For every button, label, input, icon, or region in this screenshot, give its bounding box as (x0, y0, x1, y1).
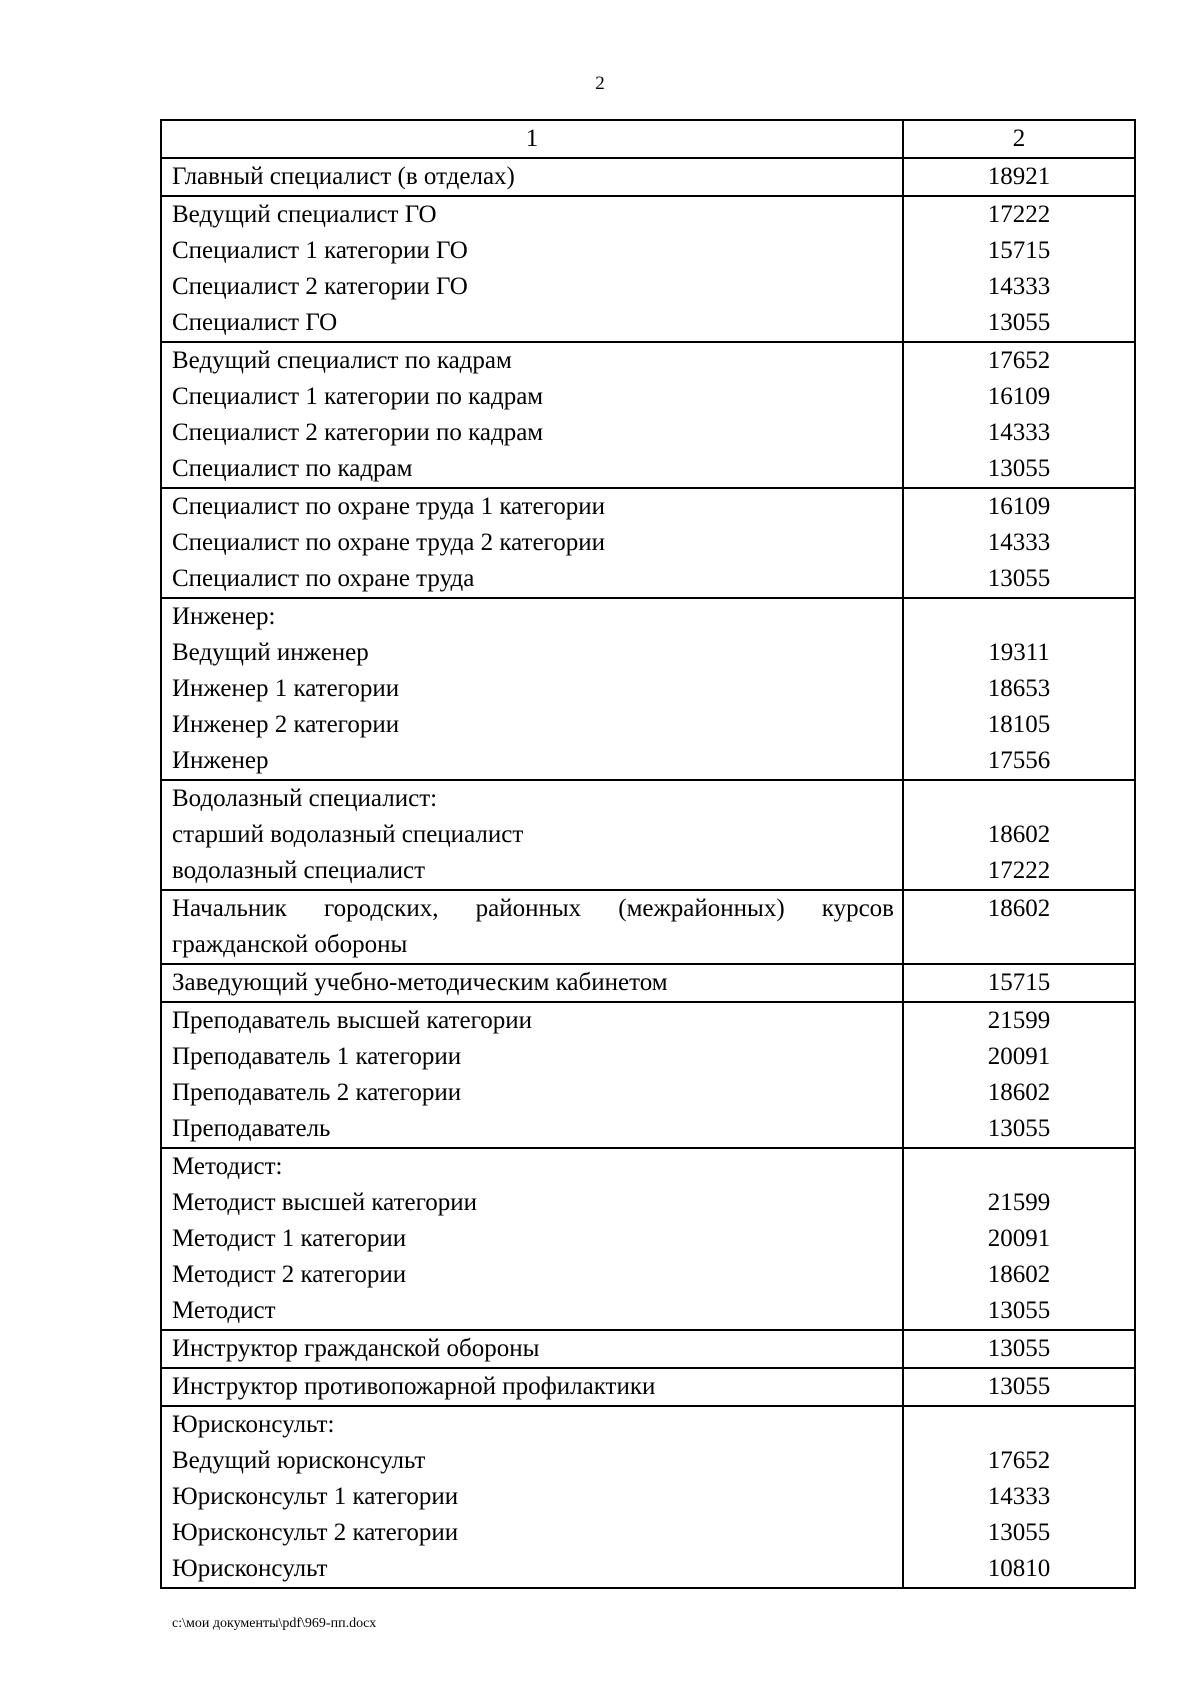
position-name: Методист 1 категории (172, 1225, 407, 1252)
position-name: Ведущий специалист ГО (172, 201, 437, 228)
salary-value (904, 1149, 1134, 1185)
footer-file-path: c:\мои документы\pdf\969-пп.docx (172, 1616, 377, 1631)
salary-value: 21599 (987, 1007, 1051, 1034)
position-cell (161, 1148, 903, 1330)
position-cell (161, 598, 903, 780)
position-name: Преподаватель высшей категории (172, 1007, 532, 1034)
salary-value: 13055 (987, 1519, 1051, 1546)
salary-value: 18602 (987, 895, 1051, 922)
salary-cell (903, 1368, 1135, 1406)
salary-cell (903, 342, 1135, 488)
salary-value (904, 599, 1134, 635)
position-name: Ведущий инженер (172, 639, 369, 666)
position-name: Инженер: (172, 603, 276, 630)
table-row-group (161, 1406, 1135, 1588)
position-cell (161, 196, 903, 342)
position-name: Специалист 1 категории ГО (172, 237, 468, 264)
position-cell (161, 488, 903, 598)
salary-value: 20091 (987, 1043, 1051, 1070)
position-name: Специалист 2 категории ГО (172, 273, 468, 300)
position-name: Методист высшей категории (172, 1189, 478, 1216)
table-row-group (161, 598, 1135, 780)
position-name: Преподаватель (172, 1115, 331, 1142)
position-cell (161, 1406, 903, 1588)
salary-cell (903, 1330, 1135, 1368)
salary-value: 13055 (987, 1297, 1051, 1324)
position-cell (161, 1002, 903, 1148)
position-name: Преподаватель 1 категории (172, 1043, 462, 1070)
salary-cell (903, 1002, 1135, 1148)
salary-value: 19311 (988, 639, 1050, 666)
position-cell (161, 1368, 903, 1406)
position-name: Главный специалист (в отделах) (172, 163, 515, 190)
position-name: Инструктор противопожарной профилактики (172, 1373, 656, 1400)
salary-value: 13055 (987, 309, 1051, 336)
salary-value: 18105 (987, 711, 1051, 738)
table-row-group (161, 196, 1135, 342)
column-header-label: 1 (525, 125, 539, 152)
salary-cell (903, 1406, 1135, 1588)
position-name: Специалист ГО (172, 309, 338, 336)
table-row-group (161, 342, 1135, 488)
position-name: Специалист по охране труда 1 категории (172, 493, 605, 520)
salary-value: 18653 (987, 675, 1051, 702)
position-name: Инженер (172, 747, 269, 774)
salary-cell (903, 196, 1135, 342)
position-name: Ведущий специалист по кадрам (172, 347, 512, 374)
position-name: Юрисконсульт (172, 1555, 328, 1582)
salary-cell (903, 158, 1135, 196)
position-cell (161, 964, 903, 1002)
table-row-group (161, 1330, 1135, 1368)
salary-value: 13055 (987, 565, 1051, 592)
salary-value: 13055 (987, 1335, 1051, 1362)
salary-cell (903, 598, 1135, 780)
position-name: Специалист 2 категории по кадрам (172, 419, 544, 446)
table-row-group (161, 964, 1135, 1002)
salary-value (904, 1407, 1134, 1443)
table-row-group (161, 488, 1135, 598)
position-name: Методист: (172, 1153, 283, 1180)
salary-value: 13055 (987, 1115, 1051, 1142)
salary-value: 13055 (987, 455, 1051, 482)
table-row-group (161, 1148, 1135, 1330)
position-name: гражданской обороны (172, 931, 408, 958)
salary-value: 21599 (987, 1189, 1051, 1216)
table-row-group (161, 780, 1135, 890)
position-name: Начальник городских, районных (межрайонных) курсов (172, 895, 894, 922)
position-name: Специалист по охране труда 2 категории (172, 529, 605, 556)
page-number: 2 (595, 73, 605, 94)
salary-value (904, 927, 1134, 963)
position-name: Специалист 1 категории по кадрам (172, 383, 544, 410)
column-header-2 (903, 120, 1135, 158)
salary-value: 16109 (987, 493, 1051, 520)
salary-value: 17556 (987, 747, 1051, 774)
column-header-1 (161, 120, 903, 158)
table-header-row (161, 120, 1135, 158)
salary-value: 14333 (987, 419, 1051, 446)
salary-value: 18921 (987, 163, 1051, 190)
position-cell (161, 890, 903, 964)
salary-value: 17652 (987, 1447, 1051, 1474)
position-name: Юрисконсульт 2 категории (172, 1519, 459, 1546)
salary-table (160, 119, 1136, 1589)
position-cell (161, 158, 903, 196)
position-name: старший водолазный специалист (172, 821, 524, 848)
position-name: Инженер 1 категории (172, 675, 400, 702)
salary-cell (903, 780, 1135, 890)
salary-value: 16109 (987, 383, 1051, 410)
salary-value: 15715 (987, 237, 1051, 264)
position-name: Заведующий учебно-методическим кабинетом (172, 969, 668, 996)
position-cell (161, 1330, 903, 1368)
salary-value: 14333 (987, 1483, 1051, 1510)
position-name: Специалист по охране труда (172, 565, 475, 592)
salary-value: 20091 (987, 1225, 1051, 1252)
salary-value: 17652 (987, 347, 1051, 374)
salary-value: 15715 (987, 969, 1051, 996)
salary-value: 14333 (987, 273, 1051, 300)
position-name: Методист (172, 1297, 276, 1324)
salary-cell (903, 964, 1135, 1002)
table-row-group (161, 890, 1135, 964)
salary-cell (903, 488, 1135, 598)
position-name: Преподаватель 2 категории (172, 1079, 462, 1106)
salary-cell (903, 890, 1135, 964)
salary-value: 18602 (987, 821, 1051, 848)
table-row-group (161, 1002, 1135, 1148)
position-name: Ведущий юрисконсульт (172, 1447, 426, 1474)
position-name: водолазный специалист (172, 857, 426, 884)
salary-value: 13055 (987, 1373, 1051, 1400)
position-cell (161, 342, 903, 488)
salary-value: 17222 (987, 201, 1051, 228)
salary-value: 14333 (987, 529, 1051, 556)
salary-value: 18602 (987, 1261, 1051, 1288)
salary-value: 18602 (987, 1079, 1051, 1106)
position-name: Юрисконсульт 1 категории (172, 1483, 459, 1510)
column-header-label: 2 (1012, 125, 1026, 152)
table-row-group (161, 1368, 1135, 1406)
salary-value: 17222 (987, 857, 1051, 884)
position-name: Юрисконсульт: (172, 1411, 335, 1438)
table-body (161, 158, 1135, 1588)
salary-cell (903, 1148, 1135, 1330)
salary-value (904, 781, 1134, 817)
position-name: Методист 2 категории (172, 1261, 407, 1288)
table-row-group (161, 158, 1135, 196)
position-name: Специалист по кадрам (172, 455, 413, 482)
position-cell (161, 780, 903, 890)
salary-value: 10810 (987, 1555, 1051, 1582)
position-name: Инструктор гражданской обороны (172, 1335, 540, 1362)
position-name: Водолазный специалист: (172, 785, 438, 812)
position-name: Инженер 2 категории (172, 711, 400, 738)
